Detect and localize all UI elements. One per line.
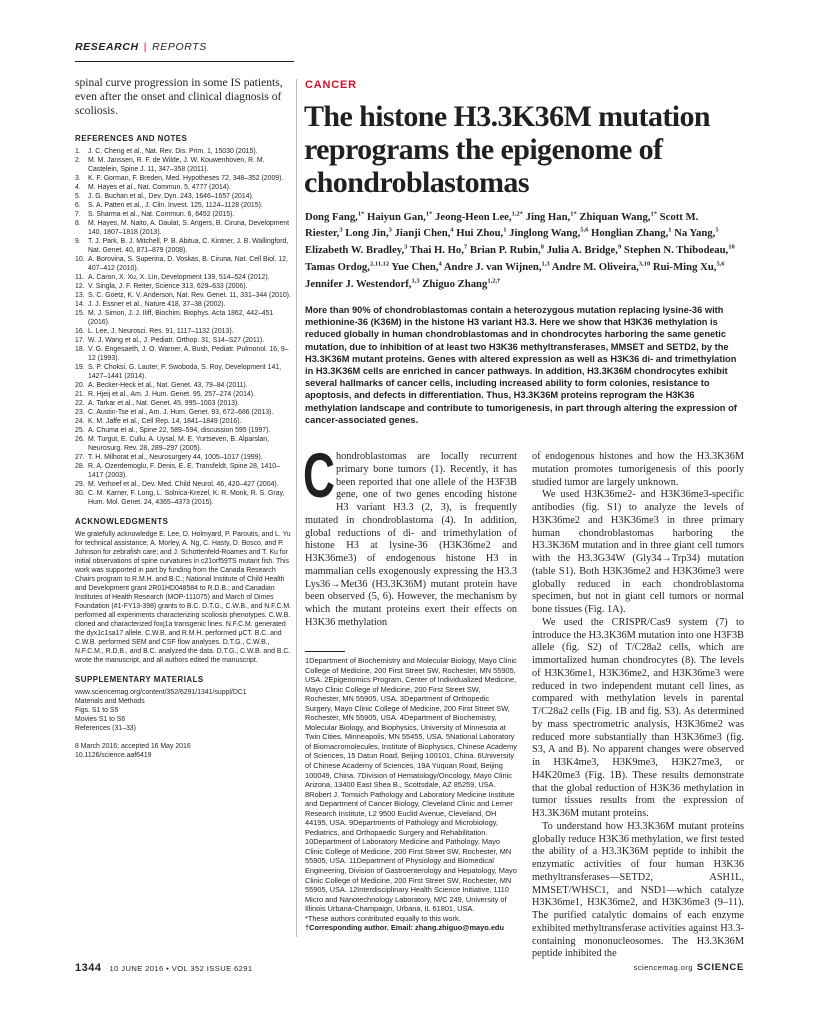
author-affiliation-marker: 5 bbox=[715, 226, 719, 234]
reference-text: V. Singla, J. F. Reiter, Science 313, 629–633 (2006). bbox=[88, 283, 248, 290]
article-title: The histone H3.3K36M mutation reprograms the epigenome of chondroblastomas bbox=[304, 100, 710, 199]
reference-number: 8. bbox=[75, 220, 81, 227]
running-header bbox=[75, 41, 207, 53]
author bbox=[435, 211, 523, 223]
author bbox=[579, 211, 657, 223]
journal-brand: SCIENCE bbox=[696, 962, 744, 973]
reference-text: S. Sharma et al., Nat. Commun. 6, 6452 (2015). bbox=[88, 211, 235, 218]
author-name: Jianji Chen, bbox=[394, 227, 451, 240]
body-paragraph: of endogenous histones and how the H3.3K36M mutation promotes tumorigenesis of this poorly studied tumor are largely unknown. bbox=[532, 451, 744, 488]
reference-number: 13. bbox=[75, 292, 85, 299]
author-affiliation-marker: 1,3 bbox=[541, 260, 550, 268]
reference-item bbox=[75, 255, 294, 273]
author-name: Na Yang, bbox=[674, 227, 716, 240]
body-paragraph: To understand how H3.3K36M mutant proteins globally reduce H3K36 methylation, we first tested the ability of a H3.3K36M peptide to inhibit the enzymatic activities of four human H3K36 methyltransferases—SETD2, ASH1L, MMSET/WHSC1, and NSD1—which catalyze H3K36me1, H3K36me2, and H3K36me3 (9–11). The purified catalytic domains of each enzyme exhibited methyltransferase activities against H3.3-containing mononucleosomes. The H3.3K36M peptide inhibited the bbox=[532, 820, 744, 960]
reference-text: M. Verhoef et al., Dev. Med. Child Neurol. 46, 420–427 (2004). bbox=[88, 481, 279, 488]
author-affiliation-marker: 1* bbox=[357, 210, 365, 217]
site-link[interactable]: sciencemag.org bbox=[633, 963, 693, 972]
column-divider bbox=[296, 79, 297, 937]
corresponding-author-note[interactable]: †Corresponding author. Email: zhang.zhiguo@mayo.edu bbox=[305, 923, 504, 933]
author bbox=[552, 261, 650, 273]
author-name: Zhiquan Wang, bbox=[579, 210, 651, 223]
author bbox=[395, 227, 454, 239]
reference-text: K. M. Jaffe et al., Cell Rep. 14, 1841–1849 (2016). bbox=[88, 418, 242, 425]
supplementary-link[interactable]: www.sciencemag.org/content/352/6291/1341/suppl/DC1 bbox=[75, 689, 247, 696]
supplementary-item: Figs. S1 to S5 bbox=[75, 707, 119, 714]
reference-text: A. Chuma et al., Spine 22, 589–594, discussion 595 (1997). bbox=[88, 427, 271, 434]
reference-item bbox=[75, 273, 294, 282]
author-affiliation-marker: 10 bbox=[728, 243, 735, 251]
supplementary-item: References (31–33) bbox=[75, 725, 136, 732]
author bbox=[410, 244, 467, 256]
reference-item bbox=[75, 381, 294, 390]
supplementary-list bbox=[75, 688, 294, 733]
author bbox=[456, 227, 506, 239]
author-name: Andre M. Oliveira, bbox=[551, 260, 639, 273]
previous-article-ending: spinal curve progression in some IS patients, even after the onset and clinical diagnosis of scoliosis. bbox=[75, 76, 283, 117]
supplementary-item: Materials and Methods bbox=[75, 698, 145, 705]
abstract: More than 90% of chondroblastomas contain a heterozygous mutation replacing lysine-36 with methionine-36 (K36M) in the histone H3 variant H3.3. Here we show that H3K36 methylation is reduced globally in human chondroblastomas and in chondrocytes harboring the same genetic mutation, due to inhibition of at least two H3K36 methyltransferases, MMSET and SETD2, by the H3.3K36M mutant proteins. Genes with altered expression as well as H3K36 di- and trimethylation in H3.3K36M cells are enriched in cancer pathways. In addition, H3.3K36M chondrocytes exhibit several hallmarks of cancer cells, including increased ability to form colonies, resistance to apoptosis, and defects in differentiation. Thus, H3.3K36M proteins reprogram the H3K36 methylation landscape and contribute to tumorigenesis, in part through altering the expression of cancer-associated genes. bbox=[305, 305, 737, 425]
reference-number: 14. bbox=[75, 301, 85, 308]
author bbox=[653, 261, 725, 273]
header-rule bbox=[75, 61, 294, 62]
reference-text: M. M. Janssen, R. F. de Wilde, J. W. Kouwenhoven, R. M. Castelein, Spine J. 11, 347–358 (2011). bbox=[88, 157, 265, 173]
author bbox=[624, 244, 735, 256]
reference-item bbox=[75, 237, 294, 255]
author-name: Stephen N. Thibodeau, bbox=[623, 244, 729, 257]
body-column-right bbox=[532, 451, 744, 961]
reference-number: 20. bbox=[75, 382, 85, 389]
reference-text: S. C. Goetz, K. V. Anderson, Nat. Rev. Genet. 11, 331–344 (2010). bbox=[88, 292, 291, 299]
reference-text: M. Hayes, M. Naito, A. Daulat, S. Angers, B. Ciruna, Development 140, 1807–1818 (2013). bbox=[88, 220, 290, 236]
author-affiliation-marker: 1 bbox=[503, 226, 507, 234]
issue-info: 10 JUNE 2016 • VOL 352 ISSUE 6291 bbox=[109, 964, 253, 973]
reference-text: K. F. Gorman, F. Breden, Med. Hypotheses 72, 348–352 (2009). bbox=[88, 175, 284, 182]
reference-text: L. Lee, J. Neurosci. Res. 91, 1117–1132 (2013). bbox=[88, 328, 234, 335]
author-name: Jing Han, bbox=[525, 210, 571, 223]
footer-left bbox=[75, 962, 253, 974]
author-affiliation-marker: 3,10 bbox=[638, 260, 651, 268]
reference-item bbox=[75, 426, 294, 435]
reference-number: 18. bbox=[75, 346, 85, 353]
drop-cap: C bbox=[303, 441, 335, 511]
reference-number: 15. bbox=[75, 310, 85, 317]
author bbox=[305, 244, 407, 256]
reference-item bbox=[75, 309, 294, 327]
reference-number: 9. bbox=[75, 238, 81, 245]
author bbox=[591, 227, 671, 239]
author-affiliation-marker: 1* bbox=[570, 210, 577, 217]
reference-item bbox=[75, 147, 294, 156]
author-name: Yue Chen, bbox=[391, 260, 439, 273]
author-affiliation-marker: 5,6 bbox=[580, 226, 589, 234]
author-affiliation-marker: 8 bbox=[540, 243, 545, 251]
author bbox=[674, 227, 718, 239]
author-name: Brian P. Rubin, bbox=[469, 244, 541, 257]
author-affiliation-marker: 1 bbox=[668, 226, 672, 234]
reference-text: A. Caron, X. Xu, X. Lin, Development 139, 514–524 (2012). bbox=[88, 274, 270, 281]
author-affiliation-marker: 1* bbox=[425, 210, 433, 217]
received-accepted-date: 8 March 2016; accepted 16 May 2016 bbox=[75, 743, 191, 750]
author-name: Elizabeth W. Bradley, bbox=[305, 244, 405, 257]
author-affiliation-marker: 3 bbox=[388, 226, 392, 234]
reference-number: 23. bbox=[75, 409, 85, 416]
author-name: Hui Zhou, bbox=[456, 227, 504, 240]
doi-link[interactable]: 10.1126/science.aaf6419 bbox=[75, 752, 152, 759]
reference-item bbox=[75, 345, 294, 363]
reference-number: 3. bbox=[75, 175, 81, 182]
reference-text: M. Hayes et al., Nat. Commun. 5, 4777 (2014). bbox=[88, 184, 231, 191]
body-paragraph: hondroblastomas are locally recurrent primary bone tumors (1). Recently, it has been reported that one allele of the H3F3B gene, one of two genes encoding histone H3 variant H3.3 (2, 3), is frequently mutated in chondroblastoma (4). In addition, global reductions of di- and trimethylation of histone H3 at lysine-36 (H3K36me2 and H3K36me3) of endogenous histone H3 in mammalian cells exogenously expressing the H3.3 Lys36→Met36 (H3.3K36M) mutant protein have been observed (5, 6). However, the mechanism by which the mutant proteins exert their effects on H3K36 methylation bbox=[305, 451, 517, 628]
author-affiliation-marker: 2,11,12 bbox=[369, 260, 390, 268]
author bbox=[444, 261, 550, 273]
reference-item bbox=[75, 453, 294, 462]
reference-text: A. Borovina, S. Superina, D. Voskas, B. Ciruna, Nat. Cell Biol. 12, 407–412 (2010). bbox=[88, 256, 288, 272]
author-affiliation-marker: 4 bbox=[438, 260, 442, 268]
author-name: Scott M. Riester, bbox=[305, 210, 699, 240]
reference-number: 29. bbox=[75, 481, 85, 488]
author-name: Rui-Ming Xu, bbox=[652, 260, 717, 273]
article-type-label: REPORTS bbox=[152, 41, 207, 53]
author-name: Dong Fang, bbox=[305, 210, 358, 223]
reference-text: T. J. Park, B. J. Mitchell, P. B. Abitua, C. Kintner, J. B. Wallingford, Nat. Genet. 40, 871–879 (2008). bbox=[88, 238, 289, 254]
reference-item bbox=[75, 327, 294, 336]
reference-number: 25. bbox=[75, 427, 85, 434]
reference-item bbox=[75, 462, 294, 480]
author-affiliation-marker: 5,6 bbox=[716, 260, 725, 268]
reference-item bbox=[75, 201, 294, 210]
reference-item bbox=[75, 408, 294, 417]
author bbox=[470, 244, 544, 256]
reference-item bbox=[75, 291, 294, 300]
reference-text: T. H. Milhorat et al., Neurosurgery 44, 1005–1017 (1999). bbox=[88, 454, 263, 461]
reference-number: 12. bbox=[75, 283, 85, 290]
author-name: Tamas Ordog, bbox=[305, 260, 370, 273]
affiliations-text: 1Department of Biochemistry and Molecular Biology, Mayo Clinic College of Medicine, 200 First Street SW, Rochester, MN 55905, USA. 2Epigenomics Program, Center of Individualized Medicine, Mayo Clinic College of Medicine, 200 First Street SW, Rochester, MN 55905, USA. 3Department of Orthopedic Surgery, Mayo Clinic College of Medicine, 200 First Street SW, Rochester, MN 55905, USA. 4Department of Biochemistry, Molecular Biology, and Biophysics, University of Minnesota at Twin Cities, Minneapolis, MN 55455, USA. 5National Laboratory of Biomacromolecules, Institute of Biophysics, Chinese Academy of Sciences, 15 Datun Road, Beijing 100101, China. 6University of Chinese Academy of Sciences, 19A Yuquan Road, Beijing 100049, China. 7Division of Hematology/Oncology, Mayo Clinic Arizona, 13400 East Shea B., Scottsdale, AZ 85259, USA. 8Robert J. Tomsich Pathology and Laboratory Medicine Institute and Department of Cancer Biology, Cleveland Clinic and Lerner Research Institute, L2 9500 Euclid Avenue, Cleveland, OH 44195, USA. 9Departments of Pathology and Microbiology, Pediatrics, and Orthopaedic Surgery and Rehabilitation. 10Department of Laboratory Medicine and Pathology, Mayo Clinic College of Medicine, 200 First Street SW, Rochester, MN 55905, USA. 11Department of Physiology and Biomedical Engineering, Division of Gastroenterology and Hepatology, Mayo Clinic College of Medicine, 200 First Street SW, Rochester, MN 55905, USA. 12Interdisciplinary Health Science Initiative, 1110 Micro and Nanotechnology Laboratory, M/C 249, University of Illinois Urbana-Champaign, Urbana, IL 61801, USA. bbox=[305, 656, 517, 914]
reference-number: 6. bbox=[75, 202, 81, 209]
reference-number: 4. bbox=[75, 184, 81, 191]
reference-item bbox=[75, 363, 294, 381]
author bbox=[305, 261, 389, 273]
author bbox=[367, 211, 432, 223]
header-separator: | bbox=[143, 41, 148, 53]
reference-text: J. C. Cheng et al., Nat. Rev. Dis. Prim. 1, 15030 (2015). bbox=[88, 148, 258, 155]
reference-text: M. J. Simon, J. J. Iliff, Biochim. Biophys. Acta 1862, 442–451 (2016). bbox=[88, 310, 274, 326]
reference-text: S. P. Choksi, G. Lauter, P. Swoboda, S. Roy, Development 141, 1427–1441 (2014). bbox=[88, 364, 282, 380]
body-paragraph: We used H3K36me2- and H3K36me3-specific antibodies (fig. S1) to analyze the levels of H3K36me2 and H3K36me3 in three primary human chondroblastomas harboring the H3.3K36M mutation and in three giant cell tumors with the H3.3G34W (Gly34→Trp34) mutation (table S1). Both H3K36me2 and H3K36me3 were globally reduced in each chondroblastoma specimen, but not in giant cell tumors or normal bone tissues (Fig. 1A). bbox=[532, 489, 744, 615]
author bbox=[305, 211, 364, 223]
reference-text: V. G. Engesaeth, J. O. Warner, A. Bush, Pediatr. Pulmonol. 16, 9–12 (1993). bbox=[88, 346, 289, 362]
reference-number: 17. bbox=[75, 337, 85, 344]
affiliation-rule bbox=[305, 651, 345, 652]
reference-number: 24. bbox=[75, 418, 85, 425]
author bbox=[526, 211, 577, 223]
reference-text: R. Hjeij et al., Am. J. Hum. Genet. 95, 257–274 (2014). bbox=[88, 391, 255, 398]
author-name: Long Jin, bbox=[345, 227, 389, 240]
reference-text: C. M. Karner, F. Long, L. Solnica-Krezel, K. R. Monk, R. S. Gray, Hum. Mol. Genet. 24, 4365–4373 (2015). bbox=[88, 490, 285, 506]
reference-number: 28. bbox=[75, 463, 85, 470]
reference-item bbox=[75, 390, 294, 399]
reference-number: 19. bbox=[75, 364, 85, 371]
author bbox=[305, 278, 420, 290]
reference-number: 16. bbox=[75, 328, 85, 335]
reference-number: 21. bbox=[75, 391, 85, 398]
author-affiliation-marker: 1,2* bbox=[511, 210, 523, 217]
reference-item bbox=[75, 336, 294, 345]
author-affiliation-marker: 4 bbox=[450, 226, 454, 234]
author bbox=[547, 244, 622, 256]
reference-number: 2. bbox=[75, 157, 81, 164]
author bbox=[391, 261, 441, 273]
acknowledgments-text: We gratefully acknowledge E. Lee, D. Holmyard, P. Paroutis, and L. Yu for technical assistance; A. Morley, A. Ng, C. Hasty, D. Bosco, and P. Johnson for zebrafish care; and J. Schottenfeld-Roames and T. Ku for initial observations of spine curvatures in c21orf59TS mutant fish. This work was supported in part by funding from the Canada Research Chairs program to R.M.H. and B.C.; National Institute of Child Health and Development grant 2R01HD048584 to R.D.B.; and Canadian Institutes of Health Research (MOP-111075) and March of Dimes Foundation (#1-FY13-398) grants to B.C. D.T.G., C.W.B., and N.F.C.M. performed all experiments characterizing scoliosis phenotypes. C.W.B. cloned and characterized foxj1a transgenic lines. N.F.C.M. generated the dyx1c1sa17 allele. C.W.B. and R.M.H. performed μCT. B.C. and C.W.B. performed SEM and CSF flow analyses. D.T.G., C.W.B., N.F.C.M., R.D.B., and B.C. analyzed the data. D.T.G., C.W.B. and B.C. wrote the manuscript, and all authors edited the manuscript. bbox=[75, 531, 291, 664]
author-name: Jeong-Heon Lee, bbox=[435, 210, 512, 223]
reference-item bbox=[75, 183, 294, 192]
reference-item bbox=[75, 417, 294, 426]
reference-item bbox=[75, 480, 294, 489]
reference-number: 22. bbox=[75, 400, 85, 407]
supplementary-item: Movies S1 to S6 bbox=[75, 716, 126, 723]
article-category: CANCER bbox=[305, 79, 357, 91]
author-affiliation-marker: 1,3 bbox=[411, 277, 420, 285]
author-name: Haiyun Gan, bbox=[367, 210, 426, 223]
author-name: Thai H. Ho, bbox=[409, 244, 464, 257]
page-number: 1344 bbox=[75, 962, 102, 974]
supplementary-heading: SUPPLEMENTARY MATERIALS bbox=[75, 675, 204, 684]
reference-text: M. Turgut, E. Cullu, A. Uysal, M. E. Yurtseven, B. Alparslan, Neurosurg. Rev. 28, 289–297 (2005). bbox=[88, 436, 270, 452]
author-name: Julia A. Bridge, bbox=[546, 244, 618, 257]
reference-text: A. Tarkar et al., Nat. Genet. 45, 995–1003 (2013). bbox=[88, 400, 240, 407]
references-heading: REFERENCES AND NOTES bbox=[75, 134, 188, 143]
references-list bbox=[75, 147, 294, 507]
author-name: Jinglong Wang, bbox=[509, 227, 581, 240]
author-name: Andre J. van Wijnen, bbox=[443, 260, 542, 273]
reference-item bbox=[75, 435, 294, 453]
reference-item bbox=[75, 282, 294, 291]
author-affiliation-marker: 1,2,† bbox=[487, 277, 501, 285]
reference-item bbox=[75, 399, 294, 408]
affiliations bbox=[305, 656, 517, 933]
article-dates bbox=[75, 742, 294, 760]
author bbox=[509, 227, 588, 239]
reference-text: S. A. Patten et al., J. Clin. Invest. 125, 1124–1128 (2015). bbox=[88, 202, 263, 209]
reference-number: 26. bbox=[75, 436, 85, 443]
reference-item bbox=[75, 192, 294, 201]
body-column-left bbox=[303, 441, 517, 630]
reference-item bbox=[75, 300, 294, 309]
left-column bbox=[75, 76, 294, 760]
reference-number: 5. bbox=[75, 193, 81, 200]
reference-text: J. G. Buchan et al., Dev. Dyn. 243, 1646–1657 (2014). bbox=[88, 193, 254, 200]
author-name: Zhiguo Zhang bbox=[422, 277, 488, 290]
author-name: Jennifer J. Westendorf, bbox=[305, 277, 412, 290]
reference-text: A. Becker-Heck et al., Nat. Genet. 43, 79–84 (2011). bbox=[88, 382, 248, 389]
reference-text: R. A. Ozerdemoglu, F. Denis, E. E. Transfeldt, Spine 28, 1410–1417 (2003). bbox=[88, 463, 280, 479]
author-affiliation-marker: 1* bbox=[650, 210, 657, 217]
reference-number: 11. bbox=[75, 274, 85, 281]
reference-item bbox=[75, 489, 294, 507]
reference-number: 1. bbox=[75, 148, 81, 155]
author bbox=[422, 278, 500, 290]
reference-text: C. Austin-Tse et al., Am. J. Hum. Genet. 93, 672–686 (2013). bbox=[88, 409, 274, 416]
journal-section-label: RESEARCH bbox=[75, 41, 139, 53]
author-affiliation-marker: 3 bbox=[339, 226, 343, 234]
reference-number: 27. bbox=[75, 454, 85, 461]
author-affiliation-marker: 3 bbox=[404, 243, 408, 251]
author-affiliation-marker: 7 bbox=[463, 243, 468, 251]
author-affiliation-marker: 9 bbox=[617, 243, 622, 251]
reference-number: 7. bbox=[75, 211, 81, 218]
reference-item bbox=[75, 174, 294, 183]
body-paragraph: We used the CRISPR/Cas9 system (7) to introduce the H3.3K36M mutation into one H3F3B allele (fig. S2) of T/C28a2 cells, which are immortalized human chondrocytes (8). The levels of H3K36me1, H3K36me2, and H3K36me3 were reduced in two independent mutant cell lines, as compared with methylation levels in parental T/C28a2 cells (Fig. 1B and fig. S3). As determined by mass spectrometric analysis, H3K36me2 was reduced more substantially than H3K36me3 (fig. S3, A and B). No apparent changes were observed in H3K4me3, H3K9me3, H3K27me3, or H4K20me3 (Fig. 1B). These results demonstrate that the global reduction of H3K36 methylation in tumor tissues results from the expression of H3.3K36M mutant proteins. bbox=[532, 616, 744, 819]
author-list bbox=[305, 207, 735, 291]
author bbox=[345, 227, 392, 239]
footer-right bbox=[634, 962, 744, 973]
reference-item bbox=[75, 156, 294, 174]
reference-number: 30. bbox=[75, 490, 85, 497]
author-name: Honglian Zhang, bbox=[591, 227, 669, 240]
reference-text: J. J. Essner et al., Nature 418, 37–38 (2002). bbox=[88, 301, 226, 308]
equal-contribution-note: *These authors contributed equally to this work. bbox=[305, 913, 461, 923]
reference-item bbox=[75, 210, 294, 219]
reference-number: 10. bbox=[75, 256, 85, 263]
reference-item bbox=[75, 219, 294, 237]
acknowledgments-heading: ACKNOWLEDGMENTS bbox=[75, 517, 169, 526]
reference-text: W. J. Wang et al., J. Pediatr. Orthop. 31, S14–S27 (2011). bbox=[88, 337, 265, 344]
